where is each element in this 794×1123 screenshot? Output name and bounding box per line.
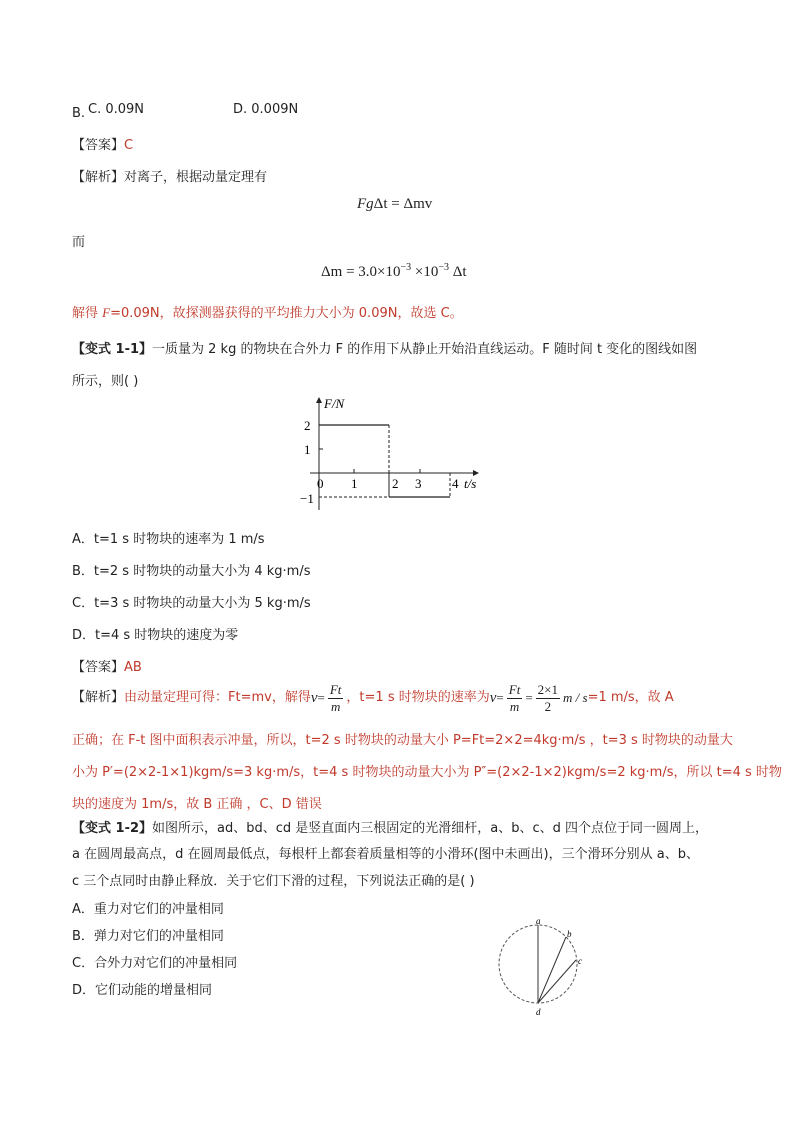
v12-option-a: A．重力对它们的冲量相同: [72, 902, 224, 917]
q1-option-b-prefix: B.: [72, 106, 86, 121]
variant-label: 【变式 1-2】: [72, 821, 153, 836]
point-b-label: b: [567, 929, 572, 939]
v11-option-b: B．t=2 s 时物块的动量大小为 4 kg·m/s: [72, 564, 311, 579]
v12-stem-line3: c 三个点同时由静止释放．关于它们下滑的过程，下列说法正确的是( ): [72, 874, 475, 889]
fraction-2x1-over-2: $\frac{2\times 1}{2}$: [537, 681, 558, 714]
analysis-label: 【解析】: [72, 170, 125, 185]
v11-stem-line2: 所示，则( ): [72, 374, 139, 389]
x-tick-1: 1: [351, 476, 358, 491]
y-axis-label: F/N: [324, 396, 345, 411]
rod-bd: [538, 937, 566, 1003]
fraction-ft-over-m: $\frac{Ft}{m}$: [329, 681, 342, 714]
circle-rods-diagram: [490, 916, 590, 1020]
q1-option-d: D. 0.009N: [233, 102, 299, 117]
v11-analysis-line2: 正确；在 F-t 图中面积表示冲量，所以，t=2 s 时物块的动量大小 P=Ft=2×2=4kg·m/s ，t=3 s 时物块的动量大: [72, 733, 733, 748]
v12-option-d: D．它们动能的增量相同: [72, 983, 213, 998]
formula-momentum-theorem: FgΔt = Δmv: [357, 196, 433, 212]
analysis-label: 【解析】: [72, 690, 125, 705]
v11-answer: [72, 656, 142, 675]
origin-label: 0: [317, 476, 324, 491]
y-tick-1: 1: [304, 442, 311, 457]
v11-analysis-line4: 块的速度为 1m/s，故 B 正确 ，C、D 错误: [72, 797, 322, 812]
point-c-label: c: [578, 956, 582, 966]
answer-label: 【答案】: [72, 660, 125, 675]
formula-mass: $\Delta m = 3.0\times 10^{-3} \times 10^{-3}$ Δt: [321, 262, 467, 280]
x-tick-2: 2: [392, 476, 399, 491]
point-d-label: d: [536, 1007, 541, 1017]
q1-answer: [72, 134, 133, 153]
v11-option-c: C．t=3 s 时物块的动量大小为 5 kg·m/s: [72, 596, 311, 611]
rod-cd: [538, 960, 576, 1003]
x-tick-3: 3: [415, 476, 422, 491]
variant-label: 【变式 1-1】: [72, 342, 153, 357]
v11-analysis-line3: 小为 P′=(2×2-1×1)kgm/s=3 kg·m/s，t=4 s 时物块的动量大小为 P″=(2×2-1×2)kgm/s=2 kg·m/s，所以 t=4 s 时物: [72, 765, 782, 780]
v11-analysis-line1: 【解析】 由动量定理可得：Ft=mv，解得 v = $\frac{Ft}{m}$ ，t=1 s 时物块的速率为 v = $\frac{Ft}{m}$ = $\frac{2\times 1}{2}$ m / s =1 m/s，故 A: [72, 681, 674, 714]
force-time-graph: [300, 392, 490, 517]
answer-label: 【答案】: [72, 138, 125, 153]
v11-option-a: A．t=1 s 时物块的速率为 1 m/s: [72, 532, 265, 547]
v11-option-d: D．t=4 s 时物块的速度为零: [72, 628, 239, 643]
v12-option-b: B．弹力对它们的冲量相同: [72, 929, 224, 944]
fraction-ft-over-m-2: $\frac{Ft}{m}$: [508, 681, 521, 714]
x-tick-4: 4: [452, 476, 459, 491]
answer-value: AB: [124, 660, 142, 675]
v12-stem-line2: a 在圆周最高点，d 在圆周最低点，每根杆上都套着质量相等的小滑环(图中未画出)，三个滑环分别从 a、b、: [72, 847, 699, 862]
q1-analysis: [72, 166, 267, 185]
v12-stem-line1: 【变式 1-2】如图所示，ad、bd、cd 是竖直面内三根固定的光滑细杆，a、b、c、d 四个点位于同一圆周上，: [72, 821, 709, 836]
v11-stem-line1: 【变式 1-1】一质量为 2 kg 的物块在合外力 F 的作用下从静止开始沿直线运动。F 随时间 t 变化的图线如图: [72, 342, 698, 357]
q1-solution: 解得 F=0.09N，故探测器获得的平均推力大小为 0.09N，故选 C。: [72, 305, 463, 321]
y-tick-2: 2: [304, 418, 311, 433]
x-axis-label: t/s: [464, 476, 477, 491]
and-word: 而: [72, 235, 86, 250]
y-tick-neg1: −1: [300, 491, 314, 506]
v12-option-c: C．合外力对它们的冲量相同: [72, 956, 238, 971]
analysis-text: 对离子，根据动量定理有: [124, 170, 268, 185]
answer-value: C: [124, 138, 134, 153]
q1-option-c: C. 0.09N: [88, 102, 145, 117]
point-a-label: a: [536, 916, 541, 926]
